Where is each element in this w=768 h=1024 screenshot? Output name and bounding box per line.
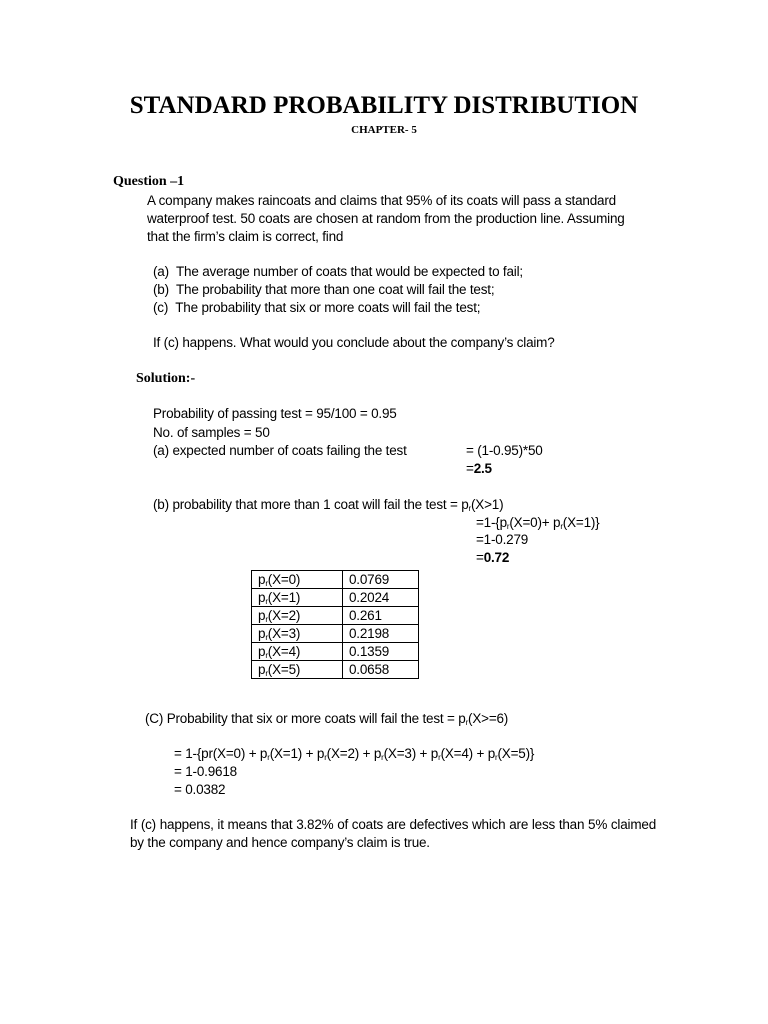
table-cell-event: $p_r(X=1)$ [252, 589, 343, 607]
table-cell-event: $p_r(X=5)$ [252, 661, 343, 679]
table-row [252, 625, 419, 643]
table-row [252, 661, 419, 679]
table-cell-event: $p_r(X=4)$ [252, 643, 343, 661]
part-c-heading: (C) Probability that six or more coats will fail the test = $p_r(X>=6)$ [145, 711, 509, 727]
question-item-c [153, 300, 480, 315]
part-b-result: =0.72 [476, 550, 510, 565]
table-cell-value: 0.0658 [343, 661, 419, 679]
table-cell-value: 0.2198 [343, 625, 419, 643]
table-cell-value: 0.0769 [343, 571, 419, 589]
table-cell-value: 0.261 [343, 607, 419, 625]
item-text: The probability that more than one coat will fail the test; [176, 282, 495, 297]
item-text: The average number of coats that would be expected to fail; [176, 264, 523, 279]
part-a-result: =2.5 [466, 461, 492, 476]
table-row [252, 643, 419, 661]
item-marker: (c) [153, 300, 169, 315]
table-cell-event: $p_r(X=2)$ [252, 607, 343, 625]
question-intro-line-2: waterproof test. 50 coats are chosen at random from the production line. Assuming [147, 211, 625, 226]
question-item-b [153, 282, 494, 297]
question-label: Question –1 [113, 174, 185, 189]
table-row [252, 589, 419, 607]
solution-label: Solution:- [136, 371, 196, 386]
samples-line: No. of samples = 50 [153, 425, 270, 440]
table-cell-event: $p_r(X=3)$ [252, 625, 343, 643]
table-cell-value: 0.2024 [343, 589, 419, 607]
part-a-text: (a) expected number of coats failing the test [153, 443, 407, 458]
conclusion-paragraph: If (c) happens, it means that 3.82% of coats are defectives which are less than 5% claimed by the company and hence company’s claim is true. [130, 817, 656, 850]
table-cell-value: 0.1359 [343, 643, 419, 661]
part-c-step2: = 1-0.9618 [174, 764, 237, 779]
page-title: STANDARD PROBABILITY DISTRIBUTION [129, 92, 639, 119]
probability-table [251, 570, 419, 679]
part-b-step2: =1-0.279 [476, 532, 529, 547]
table-row [252, 607, 419, 625]
item-text: The probability that six or more coats will fail the test; [175, 300, 481, 315]
item-marker: (b) [153, 282, 169, 297]
chapter-label: CHAPTER- 5 [351, 124, 417, 136]
table-cell-event: $p_r(X=0)$ [252, 571, 343, 589]
question-item-a [153, 264, 523, 279]
part-c-step3: = 0.0382 [174, 782, 226, 797]
table-row [252, 571, 419, 589]
part-c-expression: = $1-\{pr(X=0) + p_r(X=1) + p_r(X=2) + p_r(X=3) + p_r(X=4) + p_r(X=5)\}$ [174, 746, 535, 762]
part-b-text: (b) probability that more than 1 coat will fail the test = $p_r(X>1)$ [153, 497, 504, 513]
question-intro-line-3: that the firm’s claim is correct, find [147, 229, 344, 244]
item-marker: (a) [153, 264, 169, 279]
pass-probability-line: Probability of passing test = 95/100 = 0.95 [153, 406, 397, 421]
part-b-step1: $=1-\{p_r(X=0)+ p_r(X=1)\}$ [476, 515, 600, 531]
question-followup: If (c) happens. What would you conclude about the company’s claim? [153, 335, 555, 350]
part-a-calc: = (1-0.95)*50 [466, 443, 543, 458]
question-intro-line-1: A company makes raincoats and claims that 95% of its coats will pass a standard [147, 193, 616, 208]
